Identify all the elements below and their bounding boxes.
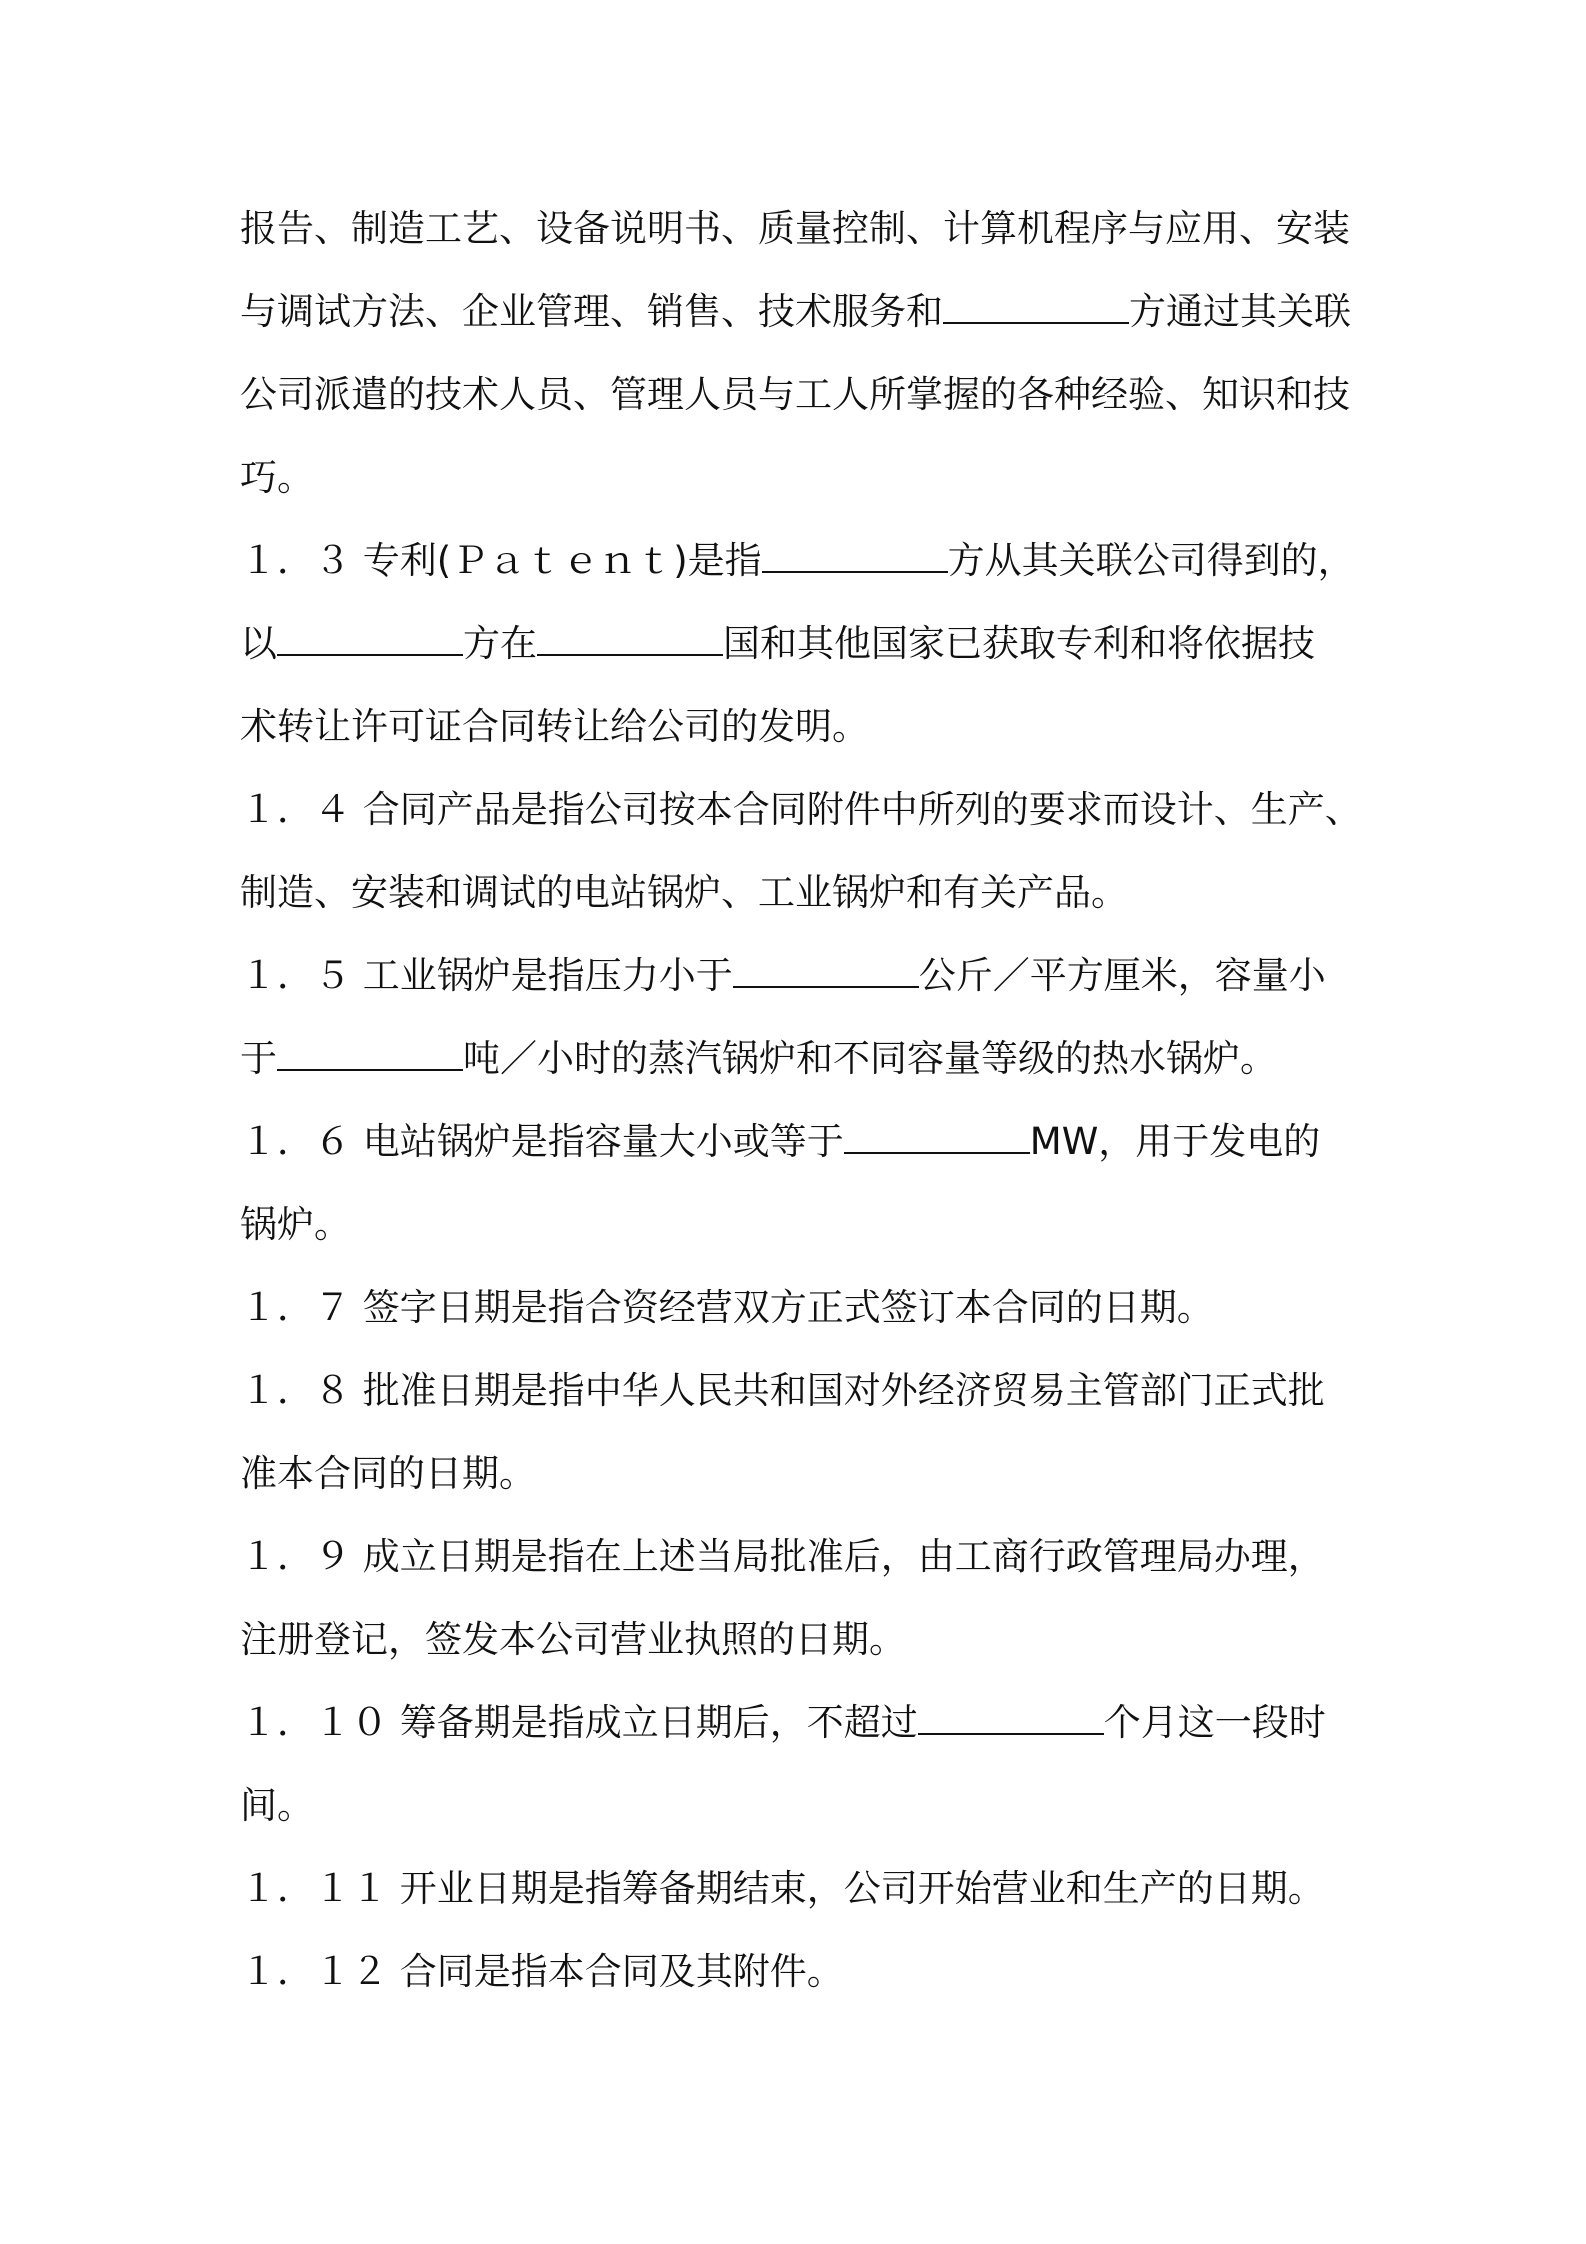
text-run: 准本合同的日期。 (240, 1452, 536, 1495)
clause-1-4-line (240, 788, 1370, 832)
text-run: 方在 (463, 622, 537, 665)
text-run: 公司派遣的技术人员、管理人员与工人所掌握的各种经验、知识和技 (240, 373, 1350, 416)
clause-1-8-text: １．８ 批准日期是指中华人民共和国对外经济贸易主管部门正式批 (240, 1369, 1325, 1412)
clause-1-9-text: １．９ 成立日期是指在上述当局批准后，由工商行政管理局办理， (240, 1535, 1325, 1578)
paragraph-line (240, 1203, 1370, 1247)
fill-in-blank (918, 1703, 1104, 1735)
text-run: 以 (240, 622, 277, 665)
text-run: 公斤／平方厘米，容量小 (918, 954, 1326, 997)
clause-1-10-line (240, 1701, 1370, 1745)
text-run: 方通过其关联 (1129, 290, 1351, 333)
text-run: 注册登记，签发本公司营业执照的日期。 (240, 1618, 906, 1661)
fill-in-blank (733, 956, 919, 988)
text-run: 锅炉。 (240, 1203, 351, 1246)
paragraph-line (240, 1618, 1370, 1662)
paragraph-line (240, 290, 1370, 334)
fill-in-blank (537, 624, 723, 656)
fill-in-blank (762, 541, 948, 573)
text-run: 吨／小时的蒸汽锅炉和不同容量等级的热水锅炉。 (463, 1037, 1277, 1080)
clause-1-12-text: １．１２ 合同是指本合同及其附件。 (240, 1950, 844, 1993)
clause-1-11-line (240, 1867, 1370, 1911)
fill-in-blank (277, 1039, 463, 1071)
text-run: 国和其他国家已获取专利和将依据技 (723, 622, 1315, 665)
paragraph-line (240, 871, 1370, 915)
clause-1-5-line (240, 954, 1370, 998)
text-run: 个月这一段时 (1103, 1701, 1326, 1744)
text-run: 巧。 (240, 456, 314, 499)
clause-1-7-text: １．７ 签字日期是指合资经营双方正式签订本合同的日期。 (240, 1286, 1214, 1329)
paragraph-line (240, 705, 1370, 749)
paragraph-line (240, 622, 1370, 666)
text-run: 报告、制造工艺、设备说明书、质量控制、计算机程序与应用、安装 (240, 207, 1350, 250)
text-run: 于 (240, 1037, 277, 1080)
clause-1-6-line (240, 1120, 1370, 1164)
paragraph-line (240, 456, 1370, 500)
clause-1-8-line (240, 1369, 1370, 1413)
text-run: MW，用于发电的 (1029, 1120, 1321, 1163)
clause-1-12-line (240, 1950, 1370, 1994)
fill-in-blank (277, 624, 463, 656)
text-run: 与调试方法、企业管理、销售、技术服务和 (240, 290, 943, 333)
text-run: 制造、安装和调试的电站锅炉、工业锅炉和有关产品。 (240, 871, 1128, 914)
clause-1-5-text: １．５ 工业锅炉是指压力小于 (240, 954, 733, 997)
clause-1-9-line (240, 1535, 1370, 1579)
paragraph-line (240, 1784, 1370, 1828)
clause-1-7-line (240, 1286, 1370, 1330)
paragraph-line (240, 1452, 1370, 1496)
clause-1-3-text: １．３ 专利(Ｐａｔｅｎｔ)是指 (240, 539, 762, 582)
clause-1-6-text: １．６ 电站锅炉是指容量大小或等于 (240, 1120, 844, 1163)
text-run: 间。 (240, 1784, 314, 1827)
fill-in-blank (844, 1122, 1030, 1154)
paragraph-line (240, 1037, 1370, 1081)
clause-1-4-text: １．４ 合同产品是指公司按本合同附件中所列的要求而设计、生产、 (240, 788, 1362, 831)
paragraph-line (240, 207, 1370, 251)
text-run: 方从其关联公司得到的， (947, 539, 1355, 582)
fill-in-blank (943, 292, 1129, 324)
clause-1-3-line (240, 539, 1370, 583)
paragraph-line (240, 373, 1370, 417)
clause-1-11-text: １．１１ 开业日期是指筹备期结束，公司开始营业和生产的日期。 (240, 1867, 1325, 1910)
text-run: 术转让许可证合同转让给公司的发明。 (240, 705, 869, 748)
clause-1-10-text: １．１０ 筹备期是指成立日期后，不超过 (240, 1701, 918, 1744)
